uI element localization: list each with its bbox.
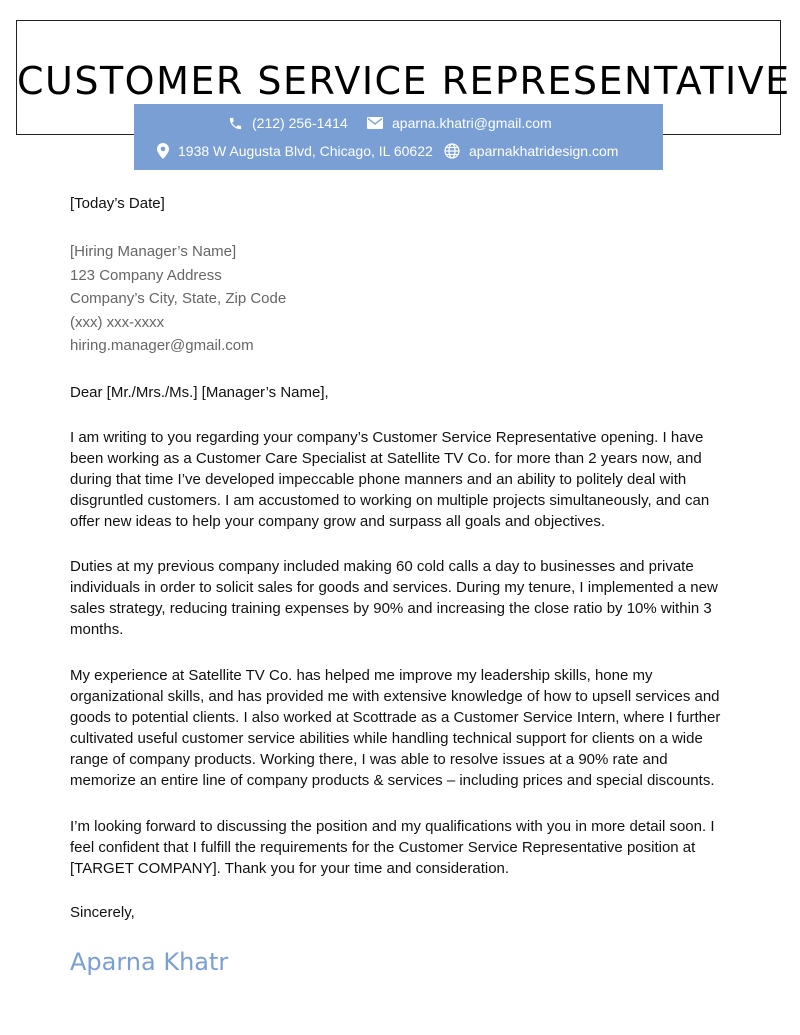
signature: Aparna Khatr [70, 948, 229, 976]
body-paragraph-4: I’m looking forward to discussing the position and my qualifications with you in more detail soon. I feel confident that I fulfill the requirements for the Customer Service Representative position at [TARGET COMPANY]. Thank you for your time and consideration. [70, 818, 715, 877]
email-text: aparna.khatri@gmail.com [392, 115, 552, 131]
salutation: Dear [Mr./Mrs./Ms.] [Manager’s Name], [70, 384, 329, 401]
contact-address [157, 143, 433, 159]
phone-icon [228, 116, 252, 131]
page-title: CUSTOMER SERVICE REPRESENTATIVE [17, 59, 791, 103]
globe-icon [444, 143, 469, 159]
phone-text: (212) 256-1414 [252, 115, 348, 131]
recipient-email: hiring.manager@gmail.com [70, 337, 254, 354]
body-paragraph-2: Duties at my previous company included making 60 cold calls a day to businesses and private individuals in order to solicit sales for goods and services. During my tenure, I implemented a new sales strategy, reducing training expenses by 90% and increasing the close ratio by 10% within 3 months. [70, 558, 718, 638]
recipient-block [70, 240, 735, 358]
email-icon [367, 117, 392, 129]
website-text: aparnakhatridesign.com [469, 143, 619, 159]
recipient-address: 123 Company Address [70, 266, 222, 284]
letter-date: [Today’s Date] [70, 195, 165, 212]
contact-website [444, 143, 618, 159]
contact-bar [134, 104, 663, 170]
body-paragraph-3: My experience at Satellite TV Co. has helped me improve my leadership skills, hone my organizational skills, and has provided me with extensive knowledge of how to upsell services and goods to potential clients. I also worked at Scottrade as a Customer Service Intern, where I further cultivated useful customer service abilities while handling technical support for clients on a wide range of company products. Working there, I was able to resolve issues at a 90% rate and memorize an entire line of company products & services – including prices and special discounts. [70, 667, 721, 789]
body-paragraph-1: I am writing to you regarding your company’s Customer Service Representative opening. I have been working as a Customer Care Specialist at Satellite TV Co. for more than 2 years now, and during that time I’ve developed impeccable phone manners and an ability to politely deal with disgruntled customers. I am accustomed to working on multiple projects simultaneously, and can offer new ideas to help your company grow and surpass all goals and objectives. [70, 429, 710, 530]
recipient-name: [Hiring Manager’s Name] [70, 243, 237, 260]
recipient-phone: (xxx) xxx-xxxx [70, 313, 165, 331]
address-text: 1938 W Augusta Blvd, Chicago, IL 60622 [178, 143, 433, 159]
contact-phone [228, 115, 348, 131]
location-pin-icon [157, 143, 178, 159]
contact-email [367, 115, 552, 131]
recipient-city: Company’s City, State, Zip Code [70, 290, 287, 307]
closing: Sincerely, [70, 904, 135, 921]
